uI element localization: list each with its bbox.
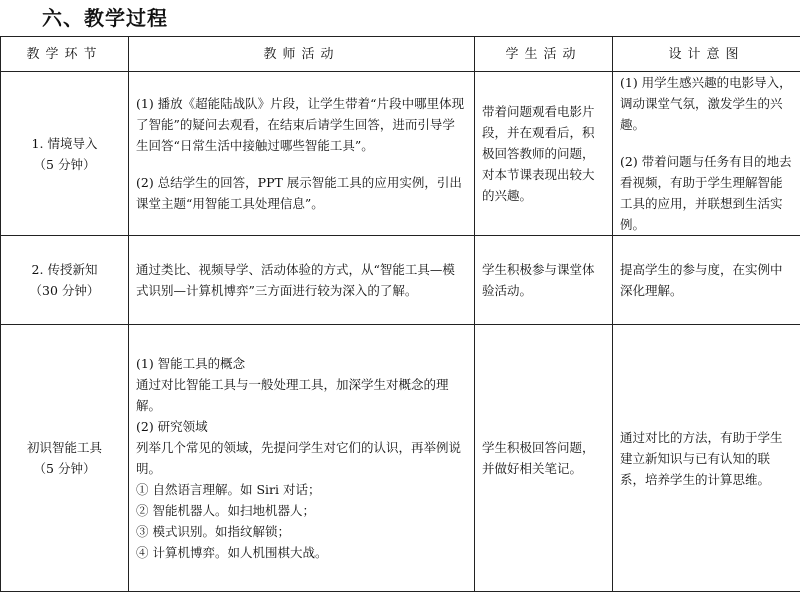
student-activity-cell [475,325,613,592]
table-row [1,325,800,592]
student-activity-cell [475,72,613,236]
teacher-activity-text: ③ 模式识别。如指纹解锁； [136,521,467,542]
teacher-activity-text: ② 智能机器人。如扫地机器人； [136,500,467,521]
design-intent-text: (1) 用学生感兴趣的电影导入，调动课堂气氛，激发学生的兴趣。 [620,72,793,135]
student-activity-cell [475,236,613,325]
teacher-activity-text: 列举几个常见的领域，先提问学生对它们的认识，再举例说明。 [136,437,467,479]
student-activity-text: 学生积极回答问题，并做好相关笔记。 [482,437,605,479]
header-student-activity: 学生活动 [475,37,613,72]
student-activity-text: 带着问题观看电影片段，并在观看后，积极回答教师的问题，对本节课表现出较大的兴趣。 [482,101,605,206]
teacher-activity-text: (2) 总结学生的回答，PPT 展示智能工具的应用实例，引出课堂主题“用智能工具处理信息”。 [136,172,467,214]
design-intent-cell [613,236,800,325]
stage-cell [1,236,129,325]
table-row [1,72,800,236]
teacher-activity-text: (2) 研究领域 [136,416,467,437]
table-header-row [1,37,800,72]
design-intent-cell [613,325,800,592]
stage-duration: （30 分钟） [8,280,121,301]
teaching-process-table [0,36,800,592]
design-intent-cell [613,72,800,236]
stage-cell [1,72,129,236]
teacher-activity-cell [129,236,475,325]
stage-duration: （5 分钟） [8,154,121,175]
teacher-activity-text: ① 自然语言理解。如 Siri 对话； [136,479,467,500]
design-intent-text: 通过对比的方法，有助于学生建立新知识与已有认知的联系，培养学生的计算思维。 [620,427,793,490]
stage-cell [1,325,129,592]
stage-name: 初识智能工具 [8,437,121,458]
teacher-activity-text: ④ 计算机博弈。如人机围棋大战。 [136,542,467,563]
teacher-activity-text: (1) 智能工具的概念 [136,353,467,374]
header-stage: 教学环节 [1,37,129,72]
design-intent-text: 提高学生的参与度，在实例中深化理解。 [620,259,793,301]
teacher-activity-cell [129,72,475,236]
design-intent-text: (2) 带着问题与任务有目的地去看视频，有助于学生理解智能工具的应用，并联想到生活实例。 [620,151,793,235]
student-activity-text: 学生积极参与课堂体验活动。 [482,259,605,301]
stage-name: 2. 传授新知 [8,259,121,280]
stage-name: 1. 情境导入 [8,133,121,154]
stage-duration: （5 分钟） [8,458,121,479]
table-row [1,236,800,325]
teacher-activity-text: 通过对比智能工具与一般处理工具，加深学生对概念的理解。 [136,374,467,416]
teacher-activity-text: (1) 播放《超能陆战队》片段，让学生带着“片段中哪里体现了智能”的疑问去观看，在结束后请学生回答，进而引导学生回答“日常生活中接触过哪些智能工具”。 [136,93,467,156]
section-title: 六、教学过程 [42,2,168,31]
header-teacher-activity: 教师活动 [129,37,475,72]
teacher-activity-cell [129,325,475,592]
teacher-activity-text: 通过类比、视频导学、活动体验的方式，从“智能工具—模式识别—计算机博弈”三方面进行较为深入的了解。 [136,259,467,301]
header-design-intent: 设计意图 [613,37,800,72]
